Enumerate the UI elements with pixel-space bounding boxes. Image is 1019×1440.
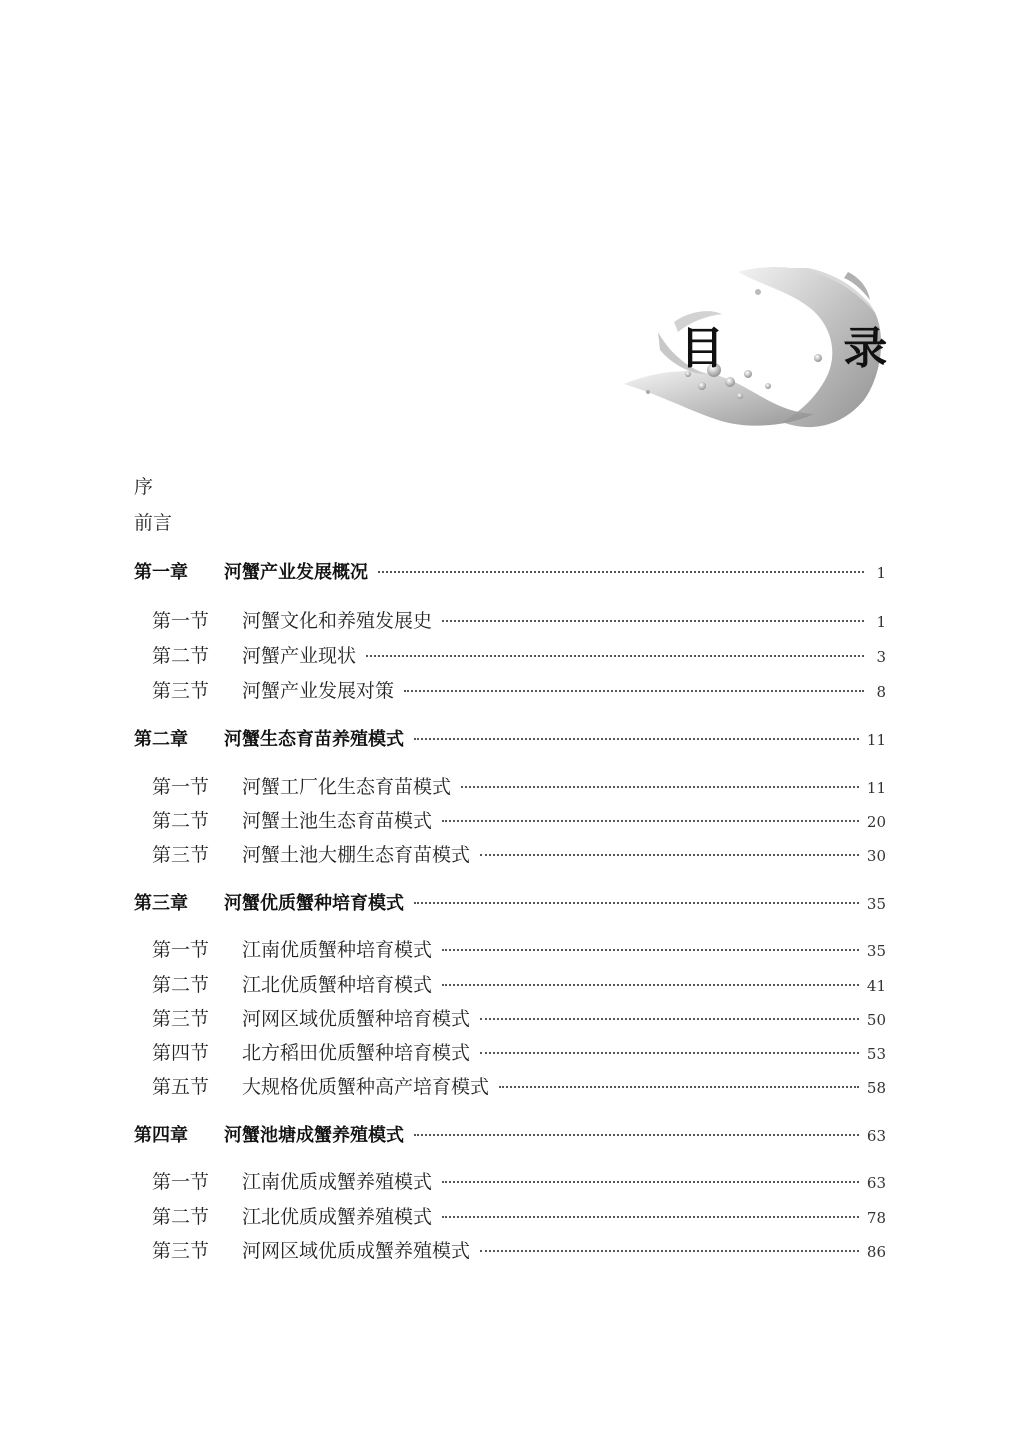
page-number: 1 — [876, 564, 886, 582]
preface-entry[interactable]: 序 — [134, 476, 154, 498]
section-number: 第二节 — [152, 1206, 210, 1228]
section-title: 河蟹产业现状 — [242, 645, 357, 667]
dot-leader — [499, 1086, 859, 1088]
page-number: 50 — [866, 1011, 886, 1029]
section-number: 第三节 — [152, 1008, 210, 1030]
page-number: 63 — [866, 1174, 886, 1192]
page-number: 20 — [866, 813, 886, 831]
toc-section-4-1[interactable] — [152, 1167, 886, 1194]
section-title: 河蟹工厂化生态育苗模式 — [242, 776, 452, 798]
page-number: 86 — [866, 1243, 886, 1261]
chapter-number: 第四章 — [134, 1125, 188, 1146]
dot-leader — [442, 949, 859, 951]
dot-leader — [366, 655, 864, 657]
dot-leader — [442, 1216, 859, 1218]
section-number: 第四节 — [152, 1042, 210, 1064]
chapter-number: 第三章 — [134, 893, 188, 914]
page-number: 41 — [866, 977, 886, 995]
toc-section-1-3[interactable] — [152, 676, 886, 703]
section-title: 河网区域优质蟹种培育模式 — [242, 1008, 471, 1030]
toc-chapter-2[interactable] — [134, 725, 886, 751]
section-number: 第一节 — [152, 610, 210, 632]
page-number: 58 — [866, 1079, 886, 1097]
dot-leader — [480, 1250, 859, 1252]
dot-leader — [480, 1052, 859, 1054]
dot-leader — [442, 984, 859, 986]
section-number: 第一节 — [152, 939, 210, 961]
toc-section-1-2[interactable] — [152, 641, 886, 668]
dot-leader — [480, 1018, 859, 1020]
toc-section-4-3[interactable] — [152, 1236, 886, 1263]
dot-leader — [442, 620, 864, 622]
section-title: 河蟹土池生态育苗模式 — [242, 810, 433, 832]
toc-section-3-3[interactable] — [152, 1004, 886, 1031]
page-number: 35 — [866, 942, 886, 960]
dot-leader — [442, 1181, 859, 1183]
dot-leader — [404, 690, 864, 692]
section-number: 第五节 — [152, 1076, 210, 1098]
page-number: 8 — [876, 683, 886, 701]
toc-section-3-2[interactable] — [152, 970, 886, 997]
toc-section-2-3[interactable] — [152, 840, 886, 867]
page-number: 11 — [866, 779, 886, 797]
toc-section-3-4[interactable] — [152, 1038, 886, 1065]
page-number: 3 — [876, 648, 886, 666]
title-block — [618, 262, 940, 440]
section-number: 第二节 — [152, 974, 210, 996]
chapter-title: 河蟹优质蟹种培育模式 — [224, 893, 404, 914]
section-title: 江北优质蟹种培育模式 — [242, 974, 433, 996]
page-number: 1 — [876, 613, 886, 631]
section-title: 江北优质成蟹养殖模式 — [242, 1206, 433, 1228]
section-title: 大规格优质蟹种高产培育模式 — [242, 1076, 490, 1098]
toc-section-2-1[interactable] — [152, 772, 886, 799]
foreword-entry[interactable]: 前言 — [134, 512, 173, 534]
dot-leader — [378, 571, 864, 573]
section-number: 第二节 — [152, 645, 210, 667]
toc-section-3-5[interactable] — [152, 1072, 886, 1099]
page-number: 78 — [866, 1209, 886, 1227]
dot-leader — [461, 786, 859, 788]
section-title: 河蟹土池大棚生态育苗模式 — [242, 844, 471, 866]
chapter-number: 第一章 — [134, 562, 188, 583]
chapter-title: 河蟹产业发展概况 — [224, 562, 368, 583]
toc-chapter-1[interactable] — [134, 558, 886, 584]
section-title: 北方稻田优质蟹种培育模式 — [242, 1042, 471, 1064]
toc-section-1-1[interactable] — [152, 606, 886, 633]
section-number: 第三节 — [152, 1240, 210, 1262]
toc-section-2-2[interactable] — [152, 806, 886, 833]
toc-section-4-2[interactable] — [152, 1202, 886, 1229]
dot-leader — [414, 1134, 859, 1136]
section-title: 江南优质成蟹养殖模式 — [242, 1171, 433, 1193]
chapter-title: 河蟹池塘成蟹养殖模式 — [224, 1125, 404, 1146]
page-number: 11 — [866, 731, 886, 749]
section-number: 第二节 — [152, 810, 210, 832]
section-title: 河蟹产业发展对策 — [242, 680, 395, 702]
dot-leader — [414, 902, 859, 904]
toc-chapter-4[interactable] — [134, 1121, 886, 1147]
section-title: 河网区域优质成蟹养殖模式 — [242, 1240, 471, 1262]
page-number: 30 — [866, 847, 886, 865]
dot-leader — [414, 738, 859, 740]
section-title: 江南优质蟹种培育模式 — [242, 939, 433, 961]
section-number: 第三节 — [152, 680, 210, 702]
chapter-title: 河蟹生态育苗养殖模式 — [224, 729, 404, 750]
dot-leader — [480, 854, 859, 856]
dot-leader — [442, 820, 859, 822]
section-number: 第一节 — [152, 1171, 210, 1193]
toc-section-3-1[interactable] — [152, 935, 886, 962]
section-number: 第三节 — [152, 844, 210, 866]
page-number: 63 — [866, 1127, 886, 1145]
chapter-number: 第二章 — [134, 729, 188, 750]
page-number: 35 — [866, 895, 886, 913]
section-number: 第一节 — [152, 776, 210, 798]
toc-chapter-3[interactable] — [134, 889, 886, 915]
page-title: 目 录 — [680, 323, 940, 374]
section-title: 河蟹文化和养殖发展史 — [242, 610, 433, 632]
page-number: 53 — [866, 1045, 886, 1063]
